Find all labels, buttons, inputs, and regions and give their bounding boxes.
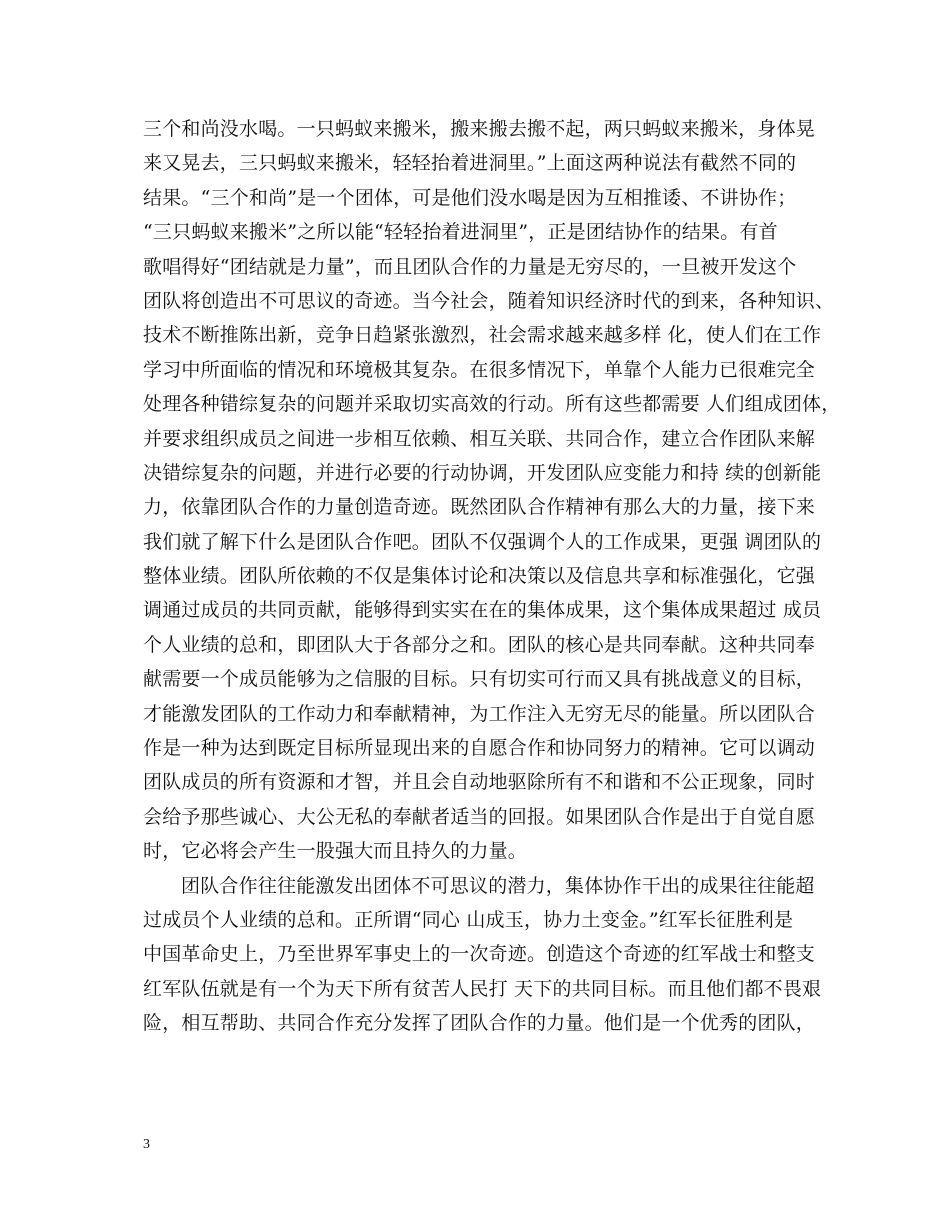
text-line: 三个和尚没水喝。一只蚂蚁来搬米，搬来搬去搬不起，两只蚂蚁来搬米，身体晃 xyxy=(143,118,816,140)
text-line: 技术不断推陈出新，竞争日趋紧张激烈，社会需求越来越多样 化，使人们在工作 xyxy=(143,324,822,347)
text-line: 时，它必将会产生一股强大而且持久的力量。 xyxy=(143,840,528,863)
text-line: 过成员个人业绩的总和。正所谓“同心 山成玉，协力土变金。”红军长征胜利是 xyxy=(143,908,794,931)
text-line: “三只蚂蚁来搬米”之所以能“轻轻抬着进洞里”，正是团结协作的结果。有首 xyxy=(143,221,778,244)
text-line: 团队将创造出不可思议的奇迹。当今社会，随着知识经济时代的到来，各种知识、 xyxy=(143,289,835,312)
text-line: 中国革命史上，乃至世界军事史上的一次奇迹。创造这个奇迹的红军战士和整支 xyxy=(143,943,816,966)
text-line: 歌唱得好“团结就是力量”，而且团队合作的力量是无穷尽的，一旦被开发这个 xyxy=(143,255,797,278)
text-line: 献需要一个成员能够为之信服的目标。只有切实可行而又具有挑战意义的目标， xyxy=(143,668,816,691)
text-line: 才能激发团队的工作动力和奉献精神，为工作注入无穷无尽的能量。所以团队合 xyxy=(143,702,816,725)
text-line: 力，依靠团队合作的力量创造奇迹。既然团队合作精神有那么大的力量，接下来 xyxy=(143,496,816,519)
text-line: 来又晃去，三只蚂蚁来搬米，轻轻抬着进洞里。”上面这两种说法有截然不同的 xyxy=(143,152,797,175)
text-line: 险，相互帮助、共同合作充分发挥了团队合作的力量。他们是一个优秀的团队， xyxy=(143,1012,816,1035)
text-line: 个人业绩的总和，即团队大于各部分之和。团队的核心是共同奉献。这种共同奉 xyxy=(143,633,816,656)
text-line: 决错综复杂的问题，并进行必要的行动协调，开发团队应变能力和持 续的创新能 xyxy=(143,461,822,484)
body-text xyxy=(143,112,843,1041)
text-line: 我们就了解下什么是团队合作吧。团队不仅强调个人的工作成果，更强 调团队的 xyxy=(143,530,822,553)
page-number: 3 xyxy=(143,1137,150,1152)
text-line: 结果。“三个和尚”是一个团体，可是他们没水喝是因为互相推诿、不讲协作； xyxy=(143,186,797,209)
text-line: 处理各种错综复杂的问题并采取切实高效的行动。所有这些都需要 人们组成团体， xyxy=(143,393,841,416)
text-line: 团队成员的所有资源和才智，并且会自动地驱除所有不和谐和不公正现象，同时 xyxy=(143,771,816,794)
text-line: 并要求组织成员之间进一步相互依赖、相互关联、共同合作，建立合作团队来解 xyxy=(143,427,816,450)
text-line: 会给予那些诚心、大公无私的奉献者适当的回报。如果团队合作是出于自觉自愿 xyxy=(143,805,816,828)
paragraph-start-line: 团队合作往往能激发出团体不可思议的潜力，集体协作干出的成果往往能超 xyxy=(181,874,815,897)
text-line: 整体业绩。团队所依赖的不仅是集体讨论和决策以及信息共享和标准强化，它强 xyxy=(143,565,816,588)
text-line: 调通过成员的共同贡献，能够得到实实在在的集体成果，这个集体成果超过 成员 xyxy=(143,599,822,622)
text-line: 作是一种为达到既定目标所显现出来的自愿合作和协同努力的精神。它可以调动 xyxy=(143,737,816,760)
text-line: 红军队伍就是有一个为天下所有贫苦人民打 天下的共同目标。而且他们都不畏艰 xyxy=(143,977,822,1000)
text-line: 学习中所面临的情况和环境极其复杂。在很多情况下，单靠个人能力已很难完全 xyxy=(143,358,816,381)
